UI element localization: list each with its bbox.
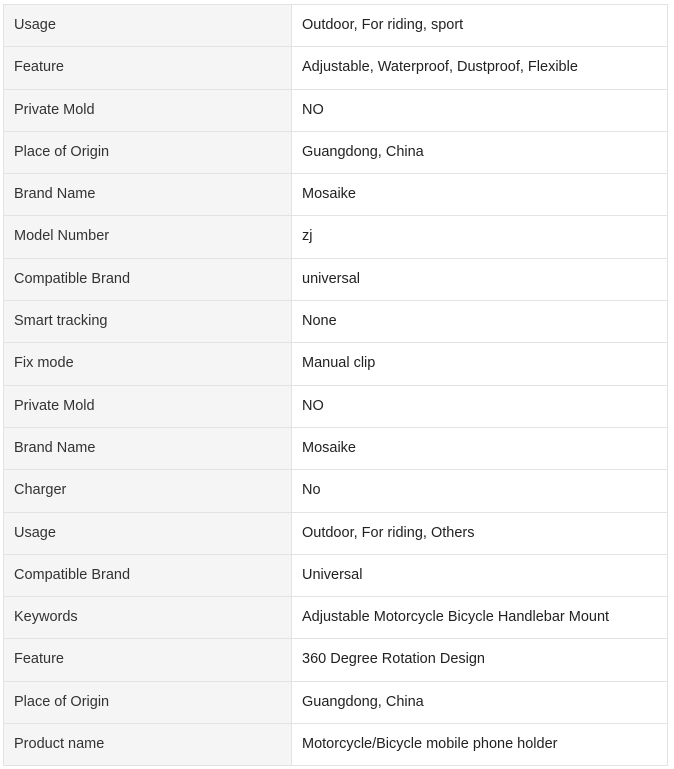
- table-row: [4, 385, 668, 427]
- spec-label: Brand Name: [4, 174, 292, 216]
- spec-label: Brand Name: [4, 427, 292, 469]
- table-row: [4, 89, 668, 131]
- spec-value: Mosaike: [292, 174, 668, 216]
- table-row: [4, 301, 668, 343]
- spec-value: Manual clip: [292, 343, 668, 385]
- spec-value: No: [292, 470, 668, 512]
- spec-label: Usage: [4, 512, 292, 554]
- spec-value: Guangdong, China: [292, 681, 668, 723]
- spec-label: Charger: [4, 470, 292, 512]
- table-row: [4, 639, 668, 681]
- spec-label: Compatible Brand: [4, 554, 292, 596]
- spec-value: Mosaike: [292, 427, 668, 469]
- spec-value: NO: [292, 89, 668, 131]
- table-row: [4, 174, 668, 216]
- spec-label: Private Mold: [4, 385, 292, 427]
- spec-value: Outdoor, For riding, Others: [292, 512, 668, 554]
- spec-label: Feature: [4, 639, 292, 681]
- spec-value: Motorcycle/Bicycle mobile phone holder: [292, 724, 668, 766]
- spec-value: universal: [292, 258, 668, 300]
- spec-value: None: [292, 301, 668, 343]
- table-row: [4, 47, 668, 89]
- table-row: [4, 343, 668, 385]
- spec-value: NO: [292, 385, 668, 427]
- table-row: [4, 597, 668, 639]
- spec-value: Adjustable Motorcycle Bicycle Handlebar Mount: [292, 597, 668, 639]
- table-row: [4, 470, 668, 512]
- table-row: [4, 216, 668, 258]
- spec-label: Place of Origin: [4, 131, 292, 173]
- table-row: [4, 5, 668, 47]
- spec-label: Fix mode: [4, 343, 292, 385]
- spec-value: Outdoor, For riding, sport: [292, 5, 668, 47]
- spec-value: 360 Degree Rotation Design: [292, 639, 668, 681]
- spec-label: Private Mold: [4, 89, 292, 131]
- spec-label: Usage: [4, 5, 292, 47]
- spec-value: Adjustable, Waterproof, Dustproof, Flexible: [292, 47, 668, 89]
- table-row: [4, 131, 668, 173]
- spec-value: Guangdong, China: [292, 131, 668, 173]
- spec-label: Place of Origin: [4, 681, 292, 723]
- spec-label: Model Number: [4, 216, 292, 258]
- spec-label: Compatible Brand: [4, 258, 292, 300]
- spec-value: zj: [292, 216, 668, 258]
- spec-table-body: [4, 5, 668, 766]
- spec-label: Feature: [4, 47, 292, 89]
- spec-label: Smart tracking: [4, 301, 292, 343]
- table-row: [4, 724, 668, 766]
- spec-value: Universal: [292, 554, 668, 596]
- table-row: [4, 258, 668, 300]
- table-row: [4, 512, 668, 554]
- table-row: [4, 554, 668, 596]
- spec-label: Keywords: [4, 597, 292, 639]
- spec-label: Product name: [4, 724, 292, 766]
- table-row: [4, 681, 668, 723]
- product-specifications-table: [3, 4, 668, 766]
- table-row: [4, 427, 668, 469]
